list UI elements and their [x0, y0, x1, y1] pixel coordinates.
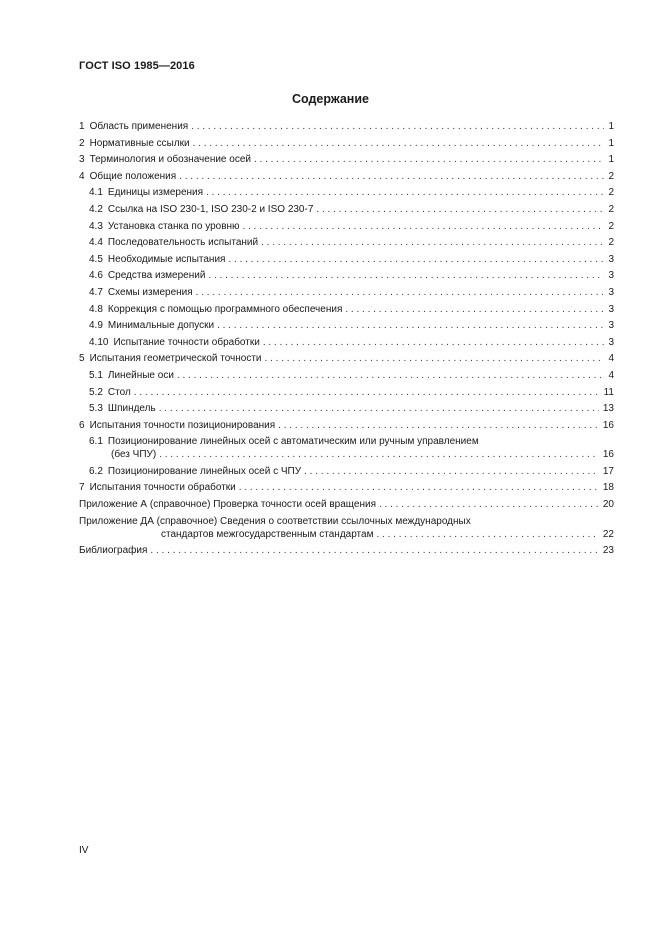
toc-entry-page: 1 — [608, 137, 614, 149]
toc-entry-page: 18 — [602, 482, 614, 494]
toc-entry-title: Терминология и обозначение осей — [89, 154, 251, 166]
document-code: ГОСТ ISO 1985—2016 — [79, 60, 195, 72]
dot-leader — [196, 286, 605, 299]
toc-entry-title: Нормативные ссылки — [89, 137, 190, 149]
toc-entry[interactable] — [79, 515, 614, 541]
toc-entry-title: Единицы измерения — [107, 187, 204, 199]
toc-entry-title: Установка станка по уровню — [107, 220, 240, 232]
toc-entry-title: Приложение А (справочное) Проверка точности осей вращения — [79, 499, 376, 511]
toc-entry[interactable] — [79, 419, 614, 432]
dot-leader — [278, 419, 599, 432]
toc-entry-title: Стол — [107, 386, 131, 398]
toc-entry[interactable] — [79, 544, 614, 557]
dot-leader — [177, 369, 605, 382]
toc-entry-page: 17 — [602, 465, 614, 477]
toc-entry[interactable] — [79, 153, 614, 166]
page-number: IV — [79, 845, 89, 856]
toc-entry-title: Библиография — [79, 545, 148, 557]
toc-entry[interactable] — [79, 186, 614, 199]
dot-leader — [239, 481, 599, 494]
table-of-contents — [79, 120, 614, 561]
toc-entry-number: 6.2 — [89, 465, 103, 477]
dot-leader — [159, 402, 599, 415]
toc-entry-title: Испытания геометрической точности — [89, 353, 262, 365]
toc-entry-page: 22 — [602, 528, 614, 540]
toc-entry[interactable] — [79, 286, 614, 299]
toc-entry-title: Средства измерений — [107, 270, 206, 282]
toc-entry-title: Схемы измерения — [107, 286, 193, 298]
toc-entry-page: 3 — [608, 253, 614, 265]
toc-entry-number: 7 — [79, 482, 85, 494]
toc-entry-title: Шпиндель — [107, 403, 156, 415]
toc-entry-page: 13 — [602, 403, 614, 415]
dot-leader — [150, 544, 598, 557]
dot-leader — [217, 319, 604, 332]
dot-leader — [159, 448, 599, 461]
toc-entry-page: 1 — [608, 121, 614, 132]
toc-entry-title-cont: (без ЧПУ) — [111, 449, 157, 461]
toc-entry-number: 4.7 — [89, 286, 103, 298]
dot-leader — [191, 120, 604, 133]
toc-entry-page: 4 — [608, 353, 614, 365]
toc-entry-page: 3 — [608, 336, 614, 348]
toc-entry-page: 4 — [608, 369, 614, 381]
toc-entry-title: Позиционирование линейных осей с ЧПУ — [107, 465, 302, 477]
toc-entry-number: 4.8 — [89, 303, 103, 315]
toc-entry[interactable] — [79, 120, 614, 133]
toc-entry-page: 2 — [608, 203, 614, 215]
toc-entry[interactable] — [79, 137, 614, 150]
toc-entry-title: Испытания точности обработки — [89, 482, 236, 494]
toc-entry-title: Область применения — [89, 121, 189, 132]
toc-entry-number: 4.1 — [89, 187, 103, 199]
toc-entry[interactable] — [79, 352, 614, 365]
toc-entry-number: 2 — [79, 137, 85, 149]
toc-entry-number: 4.4 — [89, 237, 103, 249]
toc-entry-title: Необходимые испытания — [107, 253, 226, 265]
toc-entry-number: 5.1 — [89, 369, 103, 381]
toc-entry-page: 16 — [602, 449, 614, 461]
toc-entry-page: 1 — [608, 154, 614, 166]
dot-leader — [228, 253, 604, 266]
toc-entry[interactable] — [79, 236, 614, 249]
toc-entry-number: 4 — [79, 170, 85, 182]
toc-entry[interactable] — [79, 465, 614, 478]
toc-entry-title: Общие положения — [89, 170, 177, 182]
dot-leader — [254, 153, 604, 166]
dot-leader — [379, 498, 599, 511]
toc-entry-page: 3 — [608, 303, 614, 315]
toc-entry[interactable] — [79, 498, 614, 511]
toc-entry-title: Линейные оси — [107, 369, 174, 381]
toc-entry-title-cont: стандартов межгосударственным стандартам — [161, 528, 374, 540]
toc-entry-title: Испытания точности позиционирования — [89, 419, 276, 431]
toc-entry-page: 3 — [608, 320, 614, 332]
toc-entry[interactable] — [79, 170, 614, 183]
toc-entry-title: Ссылка на ISO 230-1, ISO 230-2 и ISO 230-7 — [107, 203, 314, 215]
dot-leader — [376, 528, 598, 541]
toc-entry-number: 3 — [79, 154, 85, 166]
toc-title: Содержание — [291, 92, 369, 106]
toc-entry-page: 23 — [602, 545, 614, 557]
toc-entry-title: Приложение ДА (справочное) Сведения о соответствии ссылочных международных — [79, 515, 471, 527]
toc-entry-number: 1 — [79, 121, 85, 132]
toc-entry-title: Минимальные допуски — [107, 320, 215, 332]
toc-entry-page: 2 — [608, 237, 614, 249]
toc-entry-number: 5.2 — [89, 386, 103, 398]
toc-entry-title: Испытание точности обработки — [113, 336, 260, 348]
toc-entry-number: 5.3 — [89, 403, 103, 415]
toc-entry-title: Коррекция с помощью программного обеспечения — [107, 303, 343, 315]
dot-leader — [179, 170, 604, 183]
dot-leader — [263, 336, 605, 349]
toc-entry[interactable] — [79, 435, 614, 461]
toc-entry-page: 2 — [608, 187, 614, 199]
dot-leader — [345, 303, 604, 316]
toc-entry-number: 6.1 — [89, 436, 103, 448]
toc-entry[interactable] — [79, 386, 614, 399]
toc-entry-page: 16 — [602, 419, 614, 431]
toc-entry-title: Позиционирование линейных осей с автоматическим или ручным управлением — [107, 436, 479, 448]
toc-entry[interactable] — [79, 253, 614, 266]
toc-entry-page: 2 — [608, 220, 614, 232]
toc-entry-number: 6 — [79, 419, 85, 431]
toc-entry[interactable] — [79, 203, 614, 216]
toc-entry-number: 5 — [79, 353, 85, 365]
dot-leader — [304, 465, 599, 478]
dot-leader — [208, 269, 604, 282]
toc-entry-page: 3 — [608, 270, 614, 282]
toc-entry[interactable] — [79, 269, 614, 282]
dot-leader — [265, 352, 605, 365]
toc-entry-page: 20 — [602, 499, 614, 511]
dot-leader — [206, 186, 604, 199]
toc-entry[interactable] — [79, 220, 614, 233]
toc-entry-number: 4.5 — [89, 253, 103, 265]
toc-entry-number: 4.9 — [89, 320, 103, 332]
toc-entry[interactable] — [79, 481, 614, 494]
dot-leader — [134, 386, 600, 399]
toc-entry-title: Последовательность испытаний — [107, 237, 259, 249]
toc-entry[interactable] — [79, 303, 614, 316]
toc-entry-number: 4.6 — [89, 270, 103, 282]
toc-entry-page: 3 — [608, 286, 614, 298]
toc-entry[interactable] — [79, 402, 614, 415]
toc-entry-number: 4.3 — [89, 220, 103, 232]
toc-entry-number: 4.10 — [89, 336, 109, 348]
toc-entry[interactable] — [79, 369, 614, 382]
toc-entry[interactable] — [79, 336, 614, 349]
toc-entry-page: 2 — [608, 170, 614, 182]
dot-leader — [193, 137, 605, 150]
dot-leader — [261, 236, 604, 249]
toc-entry[interactable] — [79, 319, 614, 332]
dot-leader — [316, 203, 604, 216]
dot-leader — [243, 220, 605, 233]
toc-entry-page: 11 — [603, 386, 614, 398]
toc-entry-number: 4.2 — [89, 203, 103, 215]
